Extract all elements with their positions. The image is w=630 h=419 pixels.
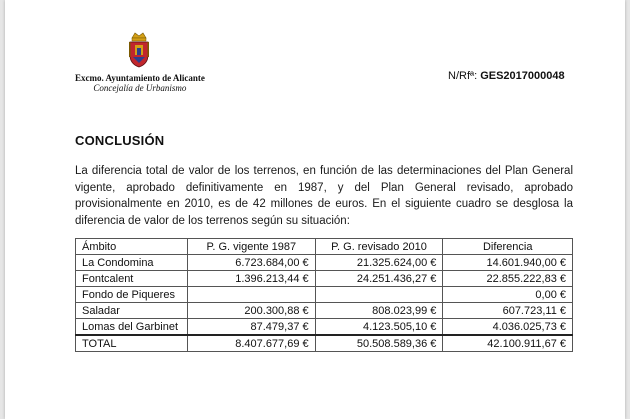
row-value-2010: 24.251.436,27 € xyxy=(315,271,443,287)
row-difference: 22.855.222,83 € xyxy=(443,271,573,287)
column-header-pg-1987: P. G. vigente 1987 xyxy=(187,239,315,255)
row-value-1987 xyxy=(187,287,315,303)
row-difference: 14.601.940,00 € xyxy=(443,255,573,271)
row-area: Lomas del Garbinet xyxy=(76,319,188,336)
table-row xyxy=(76,271,573,287)
row-value-2010: 4.123.505,10 € xyxy=(315,319,443,336)
column-header-ambito: Ámbito xyxy=(76,239,188,255)
reference-label: N/Rfª: xyxy=(448,70,478,82)
row-area: Fontcalent xyxy=(76,271,188,287)
table-row xyxy=(76,319,573,336)
column-header-pg-2010: P. G. revisado 2010 xyxy=(315,239,443,255)
row-value-1987: 200.300,88 € xyxy=(187,303,315,319)
row-difference: 0,00 € xyxy=(443,287,573,303)
total-difference: 42.100.911,67 € xyxy=(443,335,573,352)
table-row xyxy=(76,303,573,319)
land-value-table xyxy=(75,238,573,352)
table-header-row xyxy=(76,239,573,255)
row-area: Saladar xyxy=(76,303,188,319)
row-value-2010: 21.325.624,00 € xyxy=(315,255,443,271)
row-value-1987: 1.396.213,44 € xyxy=(187,271,315,287)
table-row xyxy=(76,287,573,303)
column-header-diferencia: Diferencia xyxy=(443,239,573,255)
reference-value: GES2017000048 xyxy=(480,70,565,82)
row-area: La Condomina xyxy=(76,255,188,271)
row-value-2010 xyxy=(315,287,443,303)
row-value-2010: 808.023,99 € xyxy=(315,303,443,319)
total-value-1987: 8.407.677,69 € xyxy=(187,335,315,352)
organization-block xyxy=(75,73,205,93)
table-total-row xyxy=(76,335,573,352)
coat-of-arms-icon xyxy=(128,31,150,69)
row-area: Fondo de Piqueres xyxy=(76,287,188,303)
department-name: Concejalía de Urbanismo xyxy=(93,83,187,93)
row-value-1987: 87.479,37 € xyxy=(187,319,315,336)
row-difference: 607.723,11 € xyxy=(443,303,573,319)
organization-name: Excmo. Ayuntamiento de Alicante xyxy=(75,73,205,83)
total-value-2010: 50.508.589,36 € xyxy=(315,335,443,352)
table-row xyxy=(76,255,573,271)
section-title: CONCLUSIÓN xyxy=(75,133,165,148)
reference-number xyxy=(448,70,565,82)
total-label: TOTAL xyxy=(76,335,188,352)
document-page xyxy=(5,0,625,419)
conclusion-paragraph: La diferencia total de valor de los terrenos, en función de las determinaciones del Plan General vigente, aprobado definitivamente en 1987, y del Plan General revisado, aprobado provisionalmente en 2010, es de 42 millones de euros. En el siguiente cuadro se desglosa la diferencia de valor de los terrenos según su situación: xyxy=(75,165,573,227)
row-difference: 4.036.025,73 € xyxy=(443,319,573,336)
row-value-1987: 6.723.684,00 € xyxy=(187,255,315,271)
